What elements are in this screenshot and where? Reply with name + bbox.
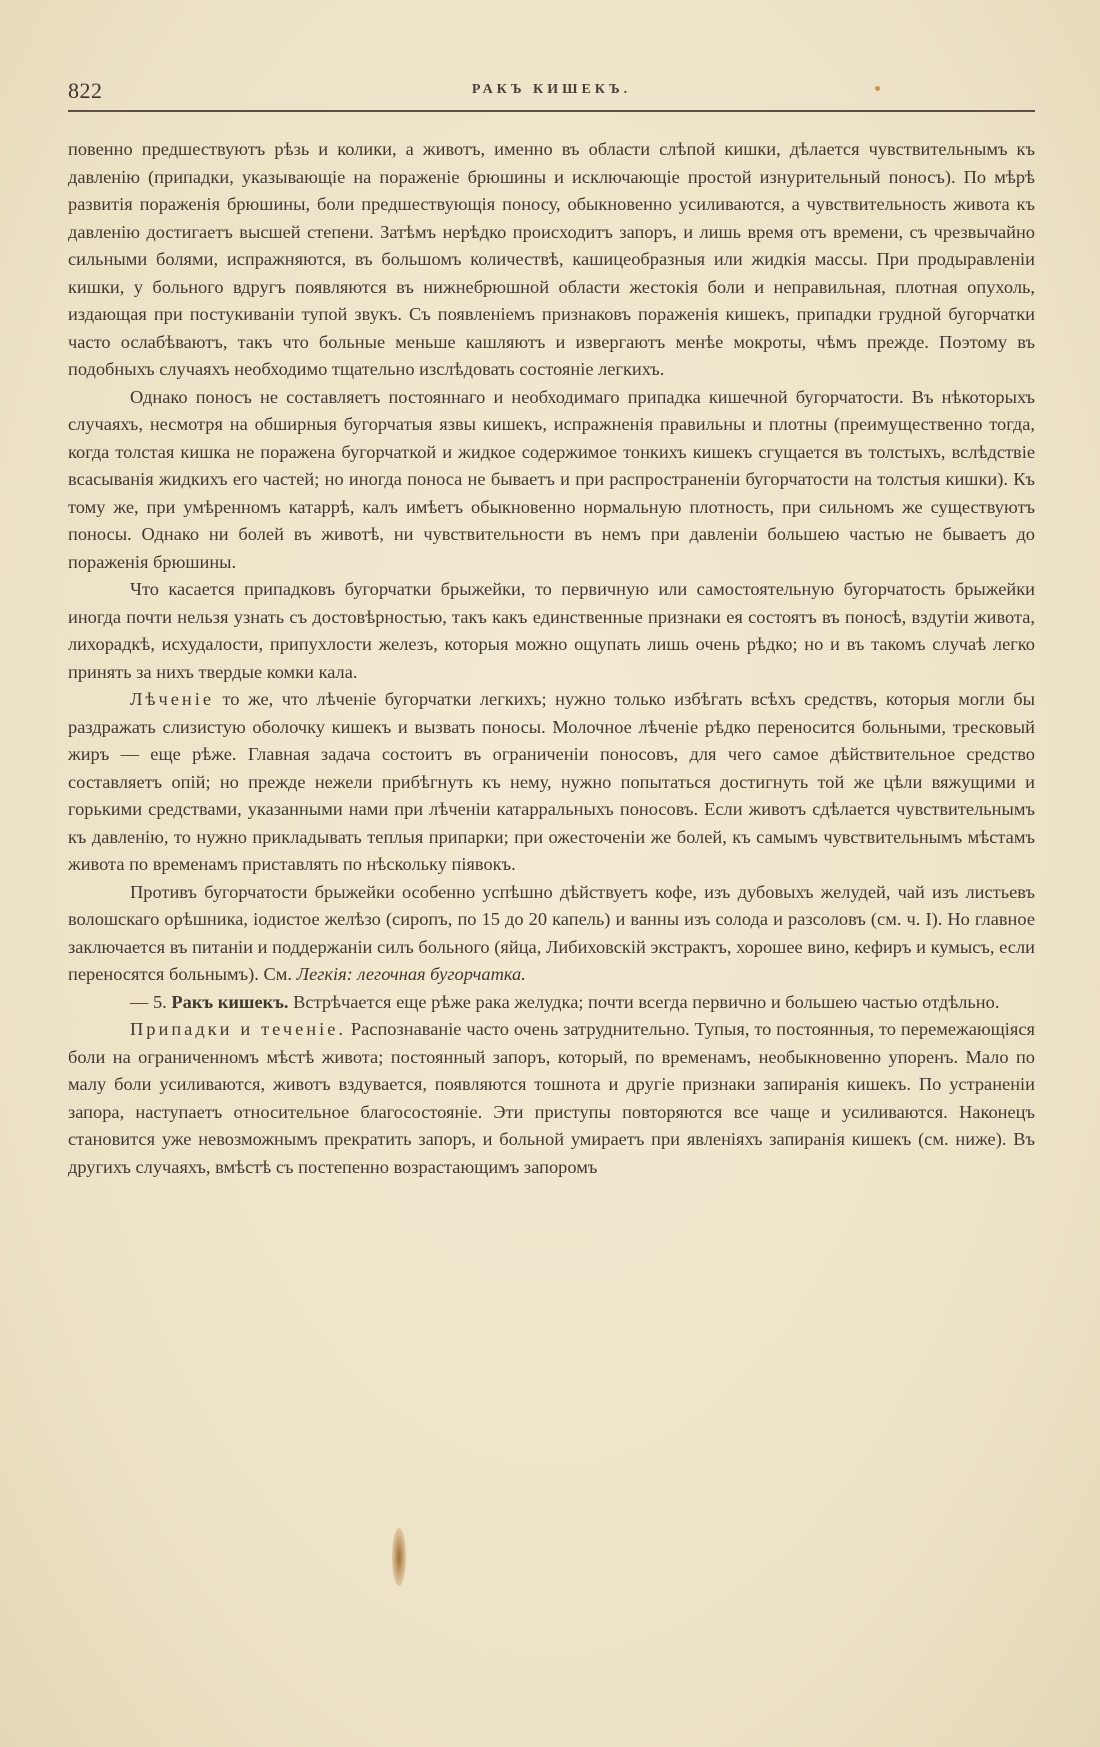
section-title: Ракъ кишекъ. (171, 991, 289, 1012)
paragraph-1: повенно предшествуютъ рѣзь и колики, а животъ, именно въ области слѣпой кишки, дѣлается чувствительнымъ къ давленію (припадки, указывающіе на пораженіе брюшины и исключающіе простой изнурительный поносъ). По мѣрѣ развитія пораженія брюшины, боли предшествующія поносу, обыкновенно усиливаются, а чувствительность живота къ давленію достигаетъ высшей степени. Затѣмъ нерѣдко проиcходитъ запоръ, и лишь время отъ времени, съ чрезвычайно сильными болями, испражняются, въ большомъ количествѣ, кашицеобразныя или жидкія массы. При продыравленіи кишки, у больного вдругъ появляются въ нижнебрюшной области жестокія боли и неправильная, плотная опухоль, издающая при постукиваніи тупой звукъ. Съ появленіемъ признаковъ пораженія кишекъ, припадки грудной бугорчатки часто ослабѣваютъ, такъ что больные меньше кашляютъ и извергаютъ менѣе мокроты, чѣмъ прежде. Поэтому въ подобныхъ случаяхъ необходимо тщательно изслѣдовать состояніе легкихъ. (68, 139, 1035, 379)
paragraph-3: Что касается припадковъ бугорчатки брыжейки, то первичную или самостоятельную бугорчатость брыжейки иногда почти нельзя узнать съ достовѣрностью, такъ какъ единственные признаки ея состоятъ въ поносѣ, вздутіи живота, лихорадкѣ, исхудалости, припухлости железъ, которыя можно ощупать лишь очень рѣдко; но и въ такомъ случаѣ легко принять за нихъ твердые комки кала. (68, 579, 1035, 682)
paragraph-5 (68, 879, 1035, 989)
treatment-heading: Лѣченіе (130, 689, 214, 709)
page-header (68, 78, 1035, 108)
paragraph-6-text: Встрѣчается еще рѣже рака желудка; почти всегда первично и большею частью отдѣльно. (288, 991, 1000, 1012)
paragraph-2: Однако поносъ не составляетъ постояннаго и необходимаго припадка кишечной бугорчатости. Въ нѣкоторыхъ случаяхъ, несмотря на обширныя бугорчатыя язвы кишекъ, испражненія правильны и плотны (преимущественно тогда, когда толстая кишка не поражена бугорчаткой и жидкое содержимое тонкихъ кишекъ сгущается въ толстыхъ, вслѣдствіе всасыванія жидкихъ его частей; но иногда поноса не бываетъ и при распространеніи бугорчатости на толстыя кишки). Къ тому же, при умѣренномъ катаррѣ, калъ имѣетъ обыкновенно нормальную плотность, при сильномъ же существуютъ поносы. Однако ни болей въ животѣ, ни чувствительности въ немъ при давленіи большею частью не бываетъ до пораженія брюшины. (68, 386, 1035, 572)
header-rule (68, 110, 1035, 112)
page-number: 822 (68, 78, 103, 103)
ink-blot (392, 1528, 406, 1586)
symptoms-heading: Припадки и теченіе. (130, 1019, 346, 1039)
running-head: РАКЪ КИШЕКЪ. (471, 82, 632, 97)
cross-reference: Легкія: легочная бугорчатка. (296, 964, 526, 984)
page-body (68, 136, 1035, 1716)
paragraph-6 (68, 989, 1035, 1017)
paper-spot (875, 86, 880, 91)
paragraph-5-text: Противъ бугорчатости брыжейки особенно успѣшно дѣйствуетъ кофе, изъ дубовыхъ желудей, чай изъ листьевъ волошскаго орѣшника, іодистое желѣзо (сиропъ, по 15 до 20 капель) и ванны изъ солода и разсоловъ (см. ч. I). Но главное заключается въ питаніи и поддержаніи силъ больного (яйца, Либиховскій экстрактъ, хорошее вино, кефиръ и кумысъ, если переносятся больнымъ). См. (68, 881, 1035, 984)
paragraph-4 (68, 686, 1035, 879)
section-number: — 5. (130, 991, 172, 1012)
paragraph-7 (68, 1016, 1035, 1181)
paragraph-4-text: то же, что лѣченіе бугорчатки легкихъ; нужно только избѣгать всѣхъ средствъ, которыя могли бы раздражать слизистую оболочку кишекъ и вызвать поносы. Молочное лѣченіе рѣдко переносится больными, тресковый жиръ — еще рѣже. Главная задача состоитъ въ ограниченіи поносовъ, для чего самое дѣйствительное средство составляетъ опій; но прежде нежели прибѣгнуть къ нему, нужно попытаться достигнуть той же цѣли вяжущими и горькими средствами, указанными нами при лѣченіи катарральныхъ поносовъ. Если животъ сдѣлается чувствительнымъ къ давленію, то нужно прикладывать теплыя припарки; при ожесточеніи же болей, къ самымъ чувствительнымъ мѣстамъ живота по временамъ приставлять по нѣскольку піявокъ. (68, 689, 1035, 874)
paragraph-7-text: Распознаваніе часто очень затруднительно. Тупыя, то постоянныя, то перемежающіяся боли на ограниченномъ мѣстѣ живота; постоянный запоръ, который, по временамъ, необыкновенно упоренъ. Мало по малу боли усиливаются, животъ вздувается, появляются тошнота и другіе признаки запиранія кишекъ. По устраненіи запора, наступаетъ относительное благосостояніе. Эти приступы повторяются все чаще и усиливаются. Наконецъ становится уже невозможнымъ прекратить запоръ, и больной умираетъ при явленіяхъ запиранія кишекъ (см. ниже). Въ другихъ случаяхъ, вмѣстѣ съ постепенно возрастающимъ запоромъ (68, 1019, 1036, 1177)
